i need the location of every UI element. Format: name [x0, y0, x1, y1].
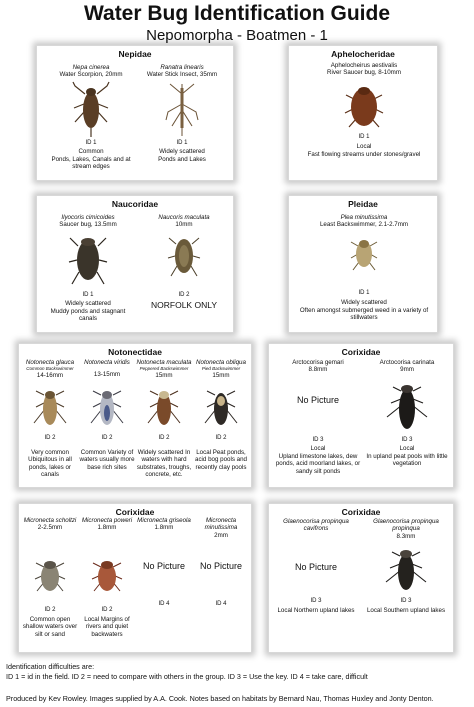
size: 8.8mm	[308, 366, 328, 374]
species-micronecta-minutissima	[193, 517, 249, 651]
id-level: ID 2	[178, 292, 190, 298]
no-picture-placeholder: No Picture	[294, 562, 338, 572]
card-naucoridae	[36, 195, 234, 333]
status: Widely scattered	[341, 299, 387, 306]
size: 1.8mm	[97, 524, 117, 532]
species-aphelocheirus-aestivalis	[293, 62, 435, 177]
id-level: ID 2	[215, 435, 227, 441]
no-picture-placeholder: No Picture	[296, 395, 340, 405]
saucer-bug-image	[68, 230, 108, 288]
habitat: Common open shallow waters over silt or sand	[22, 616, 78, 638]
peppered-backswimmer-image	[147, 385, 181, 431]
id-level: ID 1	[176, 140, 188, 146]
habitat: Fast flowing streams under stones/gravel	[307, 151, 421, 158]
scientific-name: Notonecta obliqua	[196, 359, 246, 366]
common-name: River Saucer bug, 8-10mm	[327, 69, 401, 77]
id-level: ID 4	[215, 601, 227, 607]
species-ranatra-linearis	[137, 64, 227, 179]
size: 15mm	[212, 371, 230, 379]
id-level: ID 1	[358, 290, 370, 296]
no-picture-placeholder: No Picture	[142, 561, 186, 571]
common-name: Water Stick Insect, 35mm	[146, 71, 218, 79]
size: 15mm	[155, 371, 173, 379]
card-nepidae	[36, 45, 234, 181]
credits: Produced by Kev Rowley. Images supplied by A.A. Cook. Notes based on habitats by Bernard Nau, Thomas Huxley and Jonty Denton.	[6, 694, 434, 703]
species-nepa-cinerea	[47, 64, 135, 179]
card-corixidae-glaenocorisa	[268, 503, 454, 653]
lesser-water-boatman-image	[385, 377, 429, 435]
card-corixidae-micronecta	[18, 503, 252, 653]
size: 9mm	[400, 366, 414, 374]
card-title: Naucoridae	[111, 199, 159, 209]
common-name: Saucer bug, 13.5mm	[59, 221, 117, 229]
habitat: Ponds and Lakes	[158, 156, 206, 163]
scientific-name: Arctocorisa gemari	[292, 359, 344, 366]
habitat: Upland limestone lakes, dew ponds, acid moorland lakes, or sandy silt ponds	[275, 453, 361, 475]
species-micronecta-poweri	[79, 517, 135, 651]
scientific-name: Aphelocheirus aestivalis	[330, 62, 398, 69]
common-name: Peppered Backswimmer	[139, 366, 189, 372]
species-glaenocorisa-cavifrons	[273, 518, 359, 652]
naucoris-image	[167, 230, 201, 280]
habitat: Local Southern upland lakes	[366, 607, 446, 614]
card-title: Pleidae	[348, 199, 378, 209]
id-level: ID 2	[44, 435, 56, 441]
size: 2mm	[214, 531, 228, 539]
status: Widely scattered	[65, 300, 111, 307]
scientific-name: Micronecta griseola	[137, 517, 191, 524]
common-name: Pied Backswimmer	[201, 366, 241, 372]
scientific-name: Nepa cinerea	[72, 64, 110, 71]
common-name: Common Backswimmer	[26, 366, 74, 372]
id-level: ID 1	[82, 292, 94, 298]
water-stick-insect-image	[162, 80, 202, 138]
size: 8.3mm	[396, 532, 416, 540]
habitat: Muddy ponds and stagnant canals	[50, 308, 126, 323]
saucer-bug-image	[344, 79, 384, 131]
common-name: Least Backswimmer, 2.1-2.7mm	[319, 221, 409, 229]
card-title: Corixidae	[115, 507, 155, 517]
micronecta-poweri-image	[90, 553, 124, 597]
scientific-name: Micronecta scholtzi	[23, 517, 77, 524]
status: Local	[399, 445, 415, 452]
id-level: ID 1	[85, 140, 97, 146]
species-arctocorisa-gemari	[273, 359, 363, 487]
id-level: ID 2	[101, 607, 113, 613]
id-level: ID 2	[44, 607, 56, 613]
species-micronecta-griseola	[136, 517, 192, 651]
water-scorpion-image	[71, 80, 111, 138]
card-corixidae-arctocorisa	[268, 343, 454, 488]
id-level: ID 2	[158, 435, 170, 441]
difficulty-heading: Identification difficulties are:	[6, 662, 95, 671]
size: 13-15mm	[93, 371, 121, 379]
habitat: Often amongst submerged weed in a variety of stillwaters	[299, 307, 429, 322]
id-level: ID 4	[158, 601, 170, 607]
scientific-name: Naucoris maculata	[158, 214, 210, 221]
common-name: Water Scorpion, 20mm	[59, 71, 123, 79]
species-notonecta-viridis	[79, 359, 135, 487]
card-title: Corixidae	[341, 347, 381, 357]
card-notonectidae	[18, 343, 252, 488]
micronecta-scholtzi-image	[33, 553, 67, 597]
card-title: Aphelocheridae	[331, 49, 395, 59]
scientific-name: Arctocorisa carinata	[379, 359, 435, 366]
scientific-name: Notonecta glauca	[25, 359, 75, 366]
id-level: ID 2	[101, 435, 113, 441]
card-pleidae	[288, 195, 438, 333]
status: Local	[356, 143, 372, 150]
habitat: In upland peat pools with little vegetation	[366, 453, 448, 468]
scientific-name: Glaenocorisa propinqua cavifrons	[283, 518, 349, 533]
least-backswimmer-image	[349, 232, 379, 274]
habitat: Very common Ubiquitous in all ponds, lakes or canals	[28, 449, 72, 479]
page-title: Water Bug Identification Guide	[83, 2, 391, 25]
scientific-name: Ranatra linearis	[160, 64, 204, 71]
species-notonecta-glauca	[22, 359, 78, 487]
id-level: ID 3	[401, 437, 413, 443]
id-level: ID 3	[400, 598, 412, 604]
habitat: Local Northern upland lakes	[277, 607, 355, 614]
species-naucoris-maculata	[137, 214, 231, 332]
species-notonecta-obliqua	[193, 359, 249, 487]
species-plea-minutissima	[293, 214, 435, 332]
common-backswimmer-image	[33, 385, 67, 431]
pied-backswimmer-image	[204, 385, 238, 431]
backswimmer-image	[90, 385, 124, 431]
size: 14-16mm	[36, 371, 64, 379]
card-aphelocheiridae	[288, 45, 438, 181]
species-glaenocorisa-propinqua	[361, 518, 451, 652]
common-name: 10mm	[175, 221, 193, 229]
glaenocorisa-image	[384, 542, 428, 596]
species-notonecta-maculata	[136, 359, 192, 487]
no-picture-placeholder: No Picture	[199, 561, 243, 571]
habitat: Widely scattered In waters with hard substrates, troughs, concrete, etc.	[136, 449, 192, 479]
scientific-name: Glaenocorisa propinqua propinqua	[373, 518, 439, 533]
status: Widely scattered	[159, 148, 205, 155]
id-level: ID 1	[358, 134, 370, 140]
difficulty-legend: ID 1 = id in the field. ID 2 = need to compare with others in the group. ID 3 = Use the key. ID 4 = take care, difficult	[6, 672, 368, 681]
status: Local	[310, 445, 326, 452]
habitat: Common Variety of waters usually more base rich sites	[79, 449, 135, 471]
card-title: Notonectidae	[108, 347, 162, 357]
scientific-name: Notonecta viridis	[84, 359, 130, 366]
habitat: Ponds, Lakes, Canals and at stream edges	[51, 156, 131, 171]
scientific-name: Plea minutissima	[340, 214, 388, 221]
scientific-name: Notonecta maculata	[136, 359, 192, 366]
id-level: ID 3	[312, 437, 324, 443]
species-ilyocoris-cimicoides	[41, 214, 135, 332]
habitat: Local Peat ponds, acid bog pools and recently clay pools	[195, 449, 247, 471]
status: Common	[78, 148, 104, 155]
species-arctocorisa-carinata	[363, 359, 451, 487]
page-subtitle: Nepomorpha - Boatmen - 1	[146, 27, 328, 44]
scientific-name: Micronecta poweri	[81, 517, 133, 524]
scientific-name: Micronecta minutissima	[204, 517, 238, 532]
species-micronecta-scholtzi	[22, 517, 78, 651]
id-level: ID 3	[310, 598, 322, 604]
habitat: Local Margins of rivers and quiet backwaters	[84, 616, 130, 638]
scientific-name: Ilyocoris cimicoides	[61, 214, 115, 221]
status: NORFOLK ONLY	[151, 300, 217, 310]
card-title: Corixidae	[341, 507, 381, 517]
card-title: Nepidae	[118, 49, 152, 59]
size: 2-2.5mm	[37, 524, 63, 532]
size: 1.8mm	[154, 524, 174, 532]
